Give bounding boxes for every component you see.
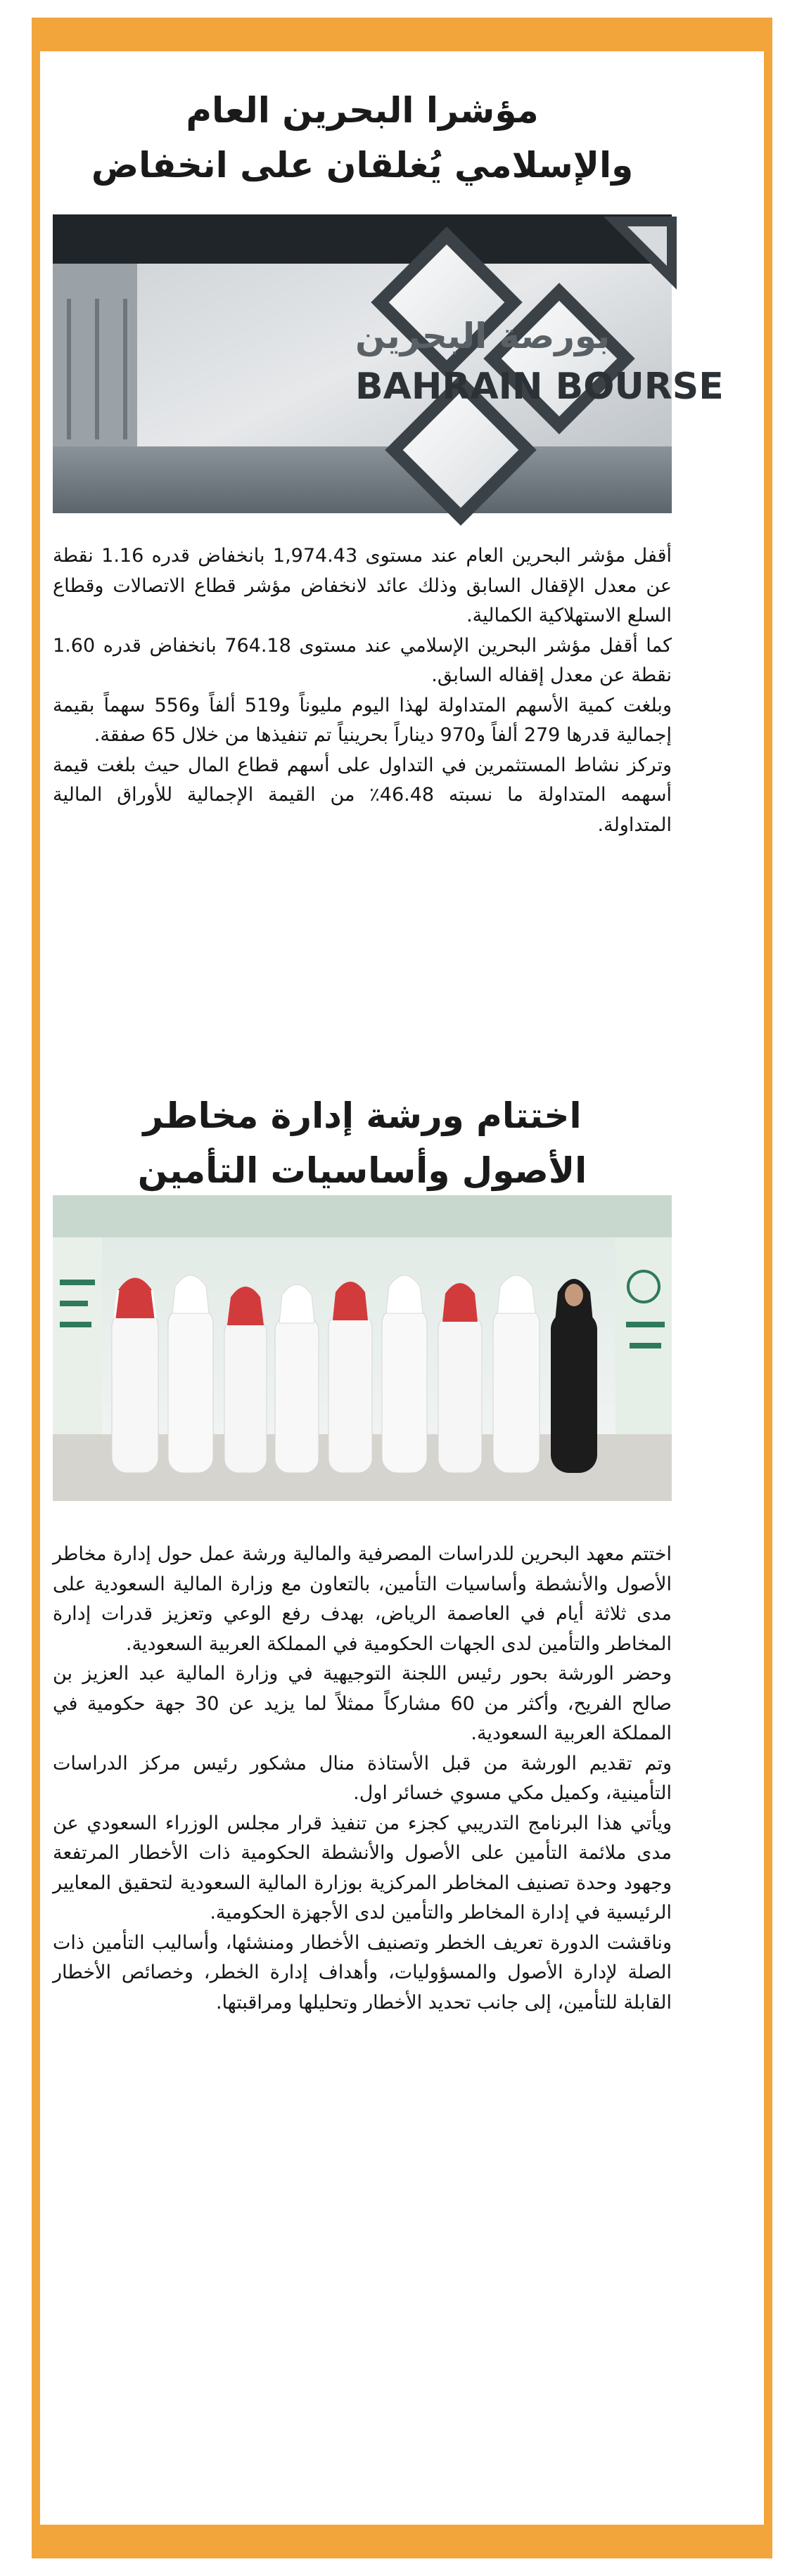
bourse-sign-english: BAHRAIN BOURSE <box>355 366 724 408</box>
article1-paragraph: وبلغت كمية الأسهم المتداولة لهذا اليوم مليوناً و519 ألفاً و556 سهماً بقيمة إجمالية قدرها 279 ألفاً و970 ديناراً بحرينياً تم تنفيذها من خلال 65 صفقة. <box>53 694 672 746</box>
group-of-people <box>112 1275 597 1473</box>
article1-headline <box>42 83 682 193</box>
article1-paragraph: كما أقفل مؤشر البحرين الإسلامي عند مستوى 764.18 بانخفاض قدره 1.60 نقطة عن معدل إقفاله السابق. <box>53 634 672 686</box>
article2-paragraph: وحضر الورشة بحور رئيس اللجنة التوجيهية في وزارة المالية عبد العزيز بن صالح الفريح، وأكثر من 60 مشاركاً ممثلاً لما يزيد عن 30 جهة حكومية في المملكة العربية السعودية. <box>53 1663 672 1744</box>
article2-paragraph: وتم تقديم الورشة من قبل الأستاذة منال مشكور رئيس مركز الدراسات التأمينية، وكميل مكي مسوي خسائر اول. <box>53 1752 672 1804</box>
article2-paragraph: ويأتي هذا البرنامج التدريبي كجزء من تنفيذ قرار مجلس الوزراء السعودي عن مدى ملائمة التأمين على الأصول والأنشطة الحكومية ذات الأخطار المرتفعة وجهود وحدة تصنيف المخاطر المركزية بوزارة المالية السعودية لتحقيق المعايير الرئيسية في إدارة المخاطر والتأمين لدى الأجهزة الحكومية. <box>53 1812 672 1924</box>
article2-headline <box>42 1088 682 1198</box>
article2-headline-line1: اختتام ورشة إدارة مخاطر <box>143 1095 582 1136</box>
article2-paragraph: وناقشت الدورة تعريف الخطر وتصنيف الأخطار ومنشئها، وأساليب التأمين ذات الصلة لإدارة الأصول والمسؤوليات، وأهداف إدارة الخطر، وخصائص الأخطار القابلة للتأمين، إلى جانب تحديد الأخطار وتحليلها ومراقبتها. <box>53 1931 672 2014</box>
article1-headline-line2: والإسلامي يُغلقان على انخفاض <box>91 145 634 186</box>
bourse-sign-arabic: بورصة البحرين <box>355 316 611 356</box>
bahrain-bourse-photo <box>53 214 724 513</box>
workshop-group-photo <box>53 1195 672 1501</box>
article1-body <box>53 541 672 840</box>
article1-paragraph: وتركز نشاط المستثمرين في التداول على أسهم قطاع المال حيث بلغت قيمة أسهمه المتداولة ما نسبته 46.48٪ من القيمة الإجمالية للأوراق المالية المتداولة. <box>53 754 672 836</box>
article2-headline-line2: الأصول وأساسيات التأمين <box>137 1150 587 1191</box>
article1-paragraph: أقفل مؤشر البحرين العام عند مستوى 1,974.43 بانخفاض قدره 1.16 نقطة عن معدل الإقفال السابق وذلك عائد لانخفاض مؤشر قطاع الاتصالات وقطاع السلع الاستهلاكية الكمالية. <box>53 545 672 626</box>
article1-headline-line1: مؤشرا البحرين العام <box>186 90 539 131</box>
article2-body <box>53 1540 672 2018</box>
article2-paragraph: اختتم معهد البحرين للدراسات المصرفية والمالية ورشة عمل حول إدارة مخاطر الأصول والأنشطة وأساسيات التأمين، بالتعاون مع وزارة المالية السعودية على مدى ثلاثة أيام في العاصمة الرياض، بهدف رفع الوعي وتعزيز قدرات إدارة المخاطر والتأمين لدى الجهات الحكومية في المملكة العربية السعودية. <box>53 1543 672 1655</box>
